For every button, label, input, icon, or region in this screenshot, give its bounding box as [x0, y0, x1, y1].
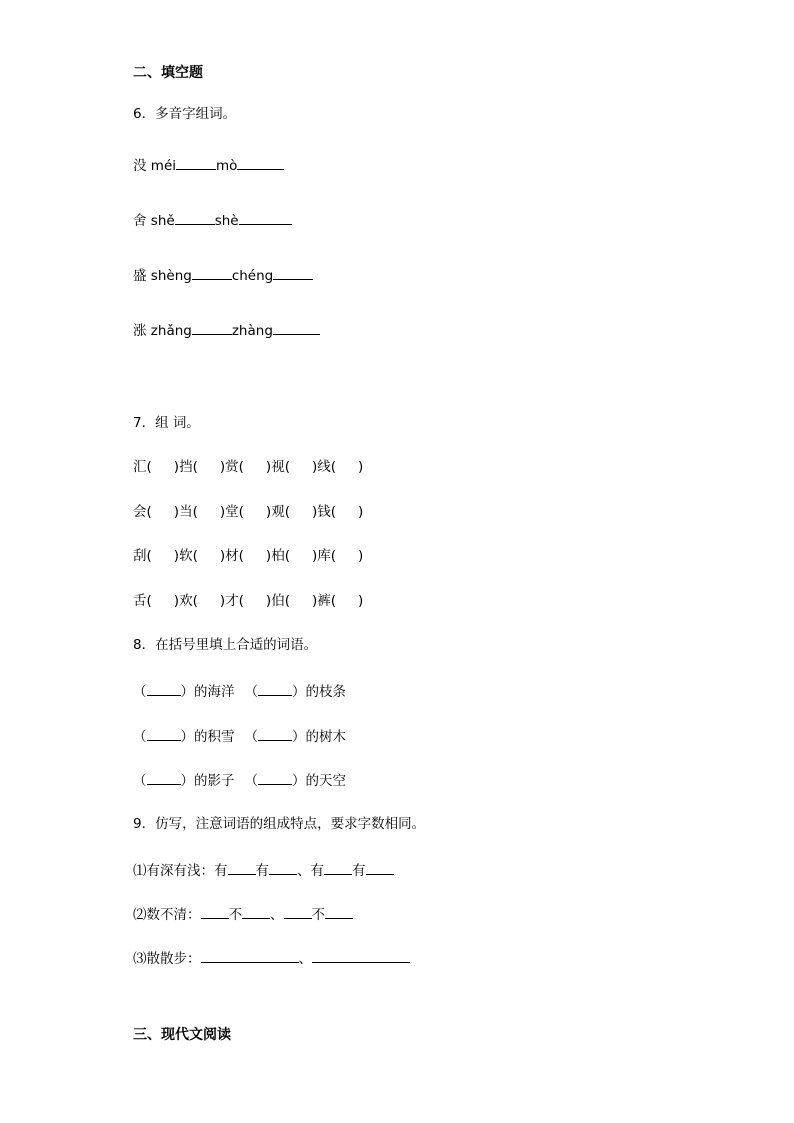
q9-prefix: ⑵数不清： [133, 907, 201, 923]
q9-char: 不 [311, 907, 325, 923]
q7-char: 堂 [225, 504, 239, 520]
question-9-title: 9．仿写，注意词语的组成特点，要求字数相同。 [133, 816, 426, 832]
q7-char: 舌 [133, 593, 147, 609]
separator: 、 [298, 951, 312, 967]
answer-blank[interactable] [258, 681, 292, 696]
q9-item-3 [133, 948, 410, 968]
q9-item-2 [133, 904, 353, 924]
q7-char: 当 [179, 504, 193, 520]
answer-blank[interactable] [242, 904, 270, 919]
q7-char: 欢 [179, 593, 193, 609]
q6-row-2 [133, 210, 292, 230]
answer-blank[interactable] [269, 860, 297, 875]
q9-char: 有 [352, 863, 366, 879]
answer-blank[interactable] [147, 770, 181, 785]
q7-row: 刮( )软( )材( )柏( )库( ) [133, 548, 364, 564]
q6-char: 盛 [133, 268, 147, 284]
q6-char: 涨 [133, 323, 147, 339]
answer-blank[interactable] [325, 904, 353, 919]
q7-char: 软 [179, 548, 193, 564]
q6-char: 没 [133, 158, 147, 174]
q7-char: 会 [133, 504, 147, 520]
q6-row-1 [133, 155, 284, 175]
q7-row: 汇( )挡( )赏( )视( )线( ) [133, 459, 364, 475]
question-7-title: 7．组 词。 [133, 415, 200, 431]
q8-phrase: 的海洋 [194, 684, 235, 700]
separator: 、 [297, 863, 311, 879]
q6-pinyin-2: chéng [231, 268, 274, 284]
q9-char: 有 [310, 863, 324, 879]
q8-phrase: 的影子 [194, 773, 235, 789]
q7-char: 视 [271, 459, 285, 475]
answer-blank[interactable] [284, 904, 312, 919]
q9-char: 有 [255, 863, 269, 879]
answer-blank[interactable] [201, 948, 299, 963]
q8-phrase: 的积雪 [194, 729, 235, 745]
answer-blank[interactable] [324, 860, 352, 875]
q7-char: 汇 [133, 459, 147, 475]
q6-pinyin-1: méi [150, 158, 177, 174]
answer-blank[interactable] [192, 265, 232, 280]
q8-phrase: 的天空 [305, 773, 346, 789]
answer-blank[interactable] [147, 681, 181, 696]
separator: 、 [270, 907, 284, 923]
q6-char: 舍 [133, 213, 147, 229]
answer-blank[interactable] [312, 948, 410, 963]
q7-char: 线 [317, 459, 331, 475]
answer-blank[interactable] [175, 210, 215, 225]
q7-char: 库 [317, 548, 331, 564]
q6-pinyin-1: zhǎng [150, 323, 192, 339]
q7-char: 才 [225, 593, 239, 609]
q6-row-4 [133, 320, 320, 340]
q7-char: 观 [271, 504, 285, 520]
q7-char: 裤 [317, 593, 331, 609]
q8-row: （ ）的海洋 （ ）的枝条 [133, 681, 346, 701]
answer-blank[interactable] [273, 320, 320, 335]
q8-phrase: 的树木 [305, 729, 346, 745]
q6-row-3 [133, 265, 313, 285]
q8-row: （ ）的积雪 （ ）的树木 [133, 726, 346, 746]
section-title-reading: 三、现代文阅读 [133, 1027, 231, 1043]
answer-blank[interactable] [273, 265, 313, 280]
q7-char: 赏 [225, 459, 239, 475]
question-6-title: 6．多音字组词。 [133, 106, 237, 122]
answer-blank[interactable] [176, 155, 216, 170]
q7-char: 刮 [133, 548, 147, 564]
q8-phrase: 的枝条 [305, 684, 346, 700]
answer-blank[interactable] [237, 155, 284, 170]
q6-pinyin-2: shè [214, 213, 239, 229]
q6-pinyin-2: zhàng [231, 323, 273, 339]
q7-row: 舌( )欢( )才( )伯( )裤( ) [133, 593, 364, 609]
q6-pinyin-1: shě [150, 213, 175, 229]
section-title-fill-in: 二、填空题 [133, 65, 203, 81]
question-8-title: 8．在括号里填上合适的词语。 [133, 637, 318, 653]
q9-char: 有 [214, 863, 228, 879]
answer-blank[interactable] [258, 726, 292, 741]
answer-blank[interactable] [201, 904, 229, 919]
q6-pinyin-2: mò [216, 158, 238, 174]
q7-row: 会( )当( )堂( )观( )钱( ) [133, 504, 364, 520]
answer-blank[interactable] [147, 726, 181, 741]
answer-blank[interactable] [258, 770, 292, 785]
q9-item-1 [133, 860, 394, 880]
q7-char: 钱 [317, 504, 331, 520]
q6-pinyin-1: shèng [150, 268, 192, 284]
answer-blank[interactable] [239, 210, 292, 225]
q7-char: 柏 [271, 548, 285, 564]
q7-char: 挡 [179, 459, 193, 475]
q9-prefix: ⑶散散步： [133, 951, 201, 967]
answer-blank[interactable] [366, 860, 394, 875]
answer-blank[interactable] [192, 320, 232, 335]
q7-char: 伯 [271, 593, 285, 609]
answer-blank[interactable] [228, 860, 256, 875]
q9-char: 不 [228, 907, 242, 923]
q7-char: 材 [225, 548, 239, 564]
q8-row: （ ）的影子 （ ）的天空 [133, 770, 346, 790]
q9-prefix: ⑴有深有浅： [133, 863, 214, 879]
